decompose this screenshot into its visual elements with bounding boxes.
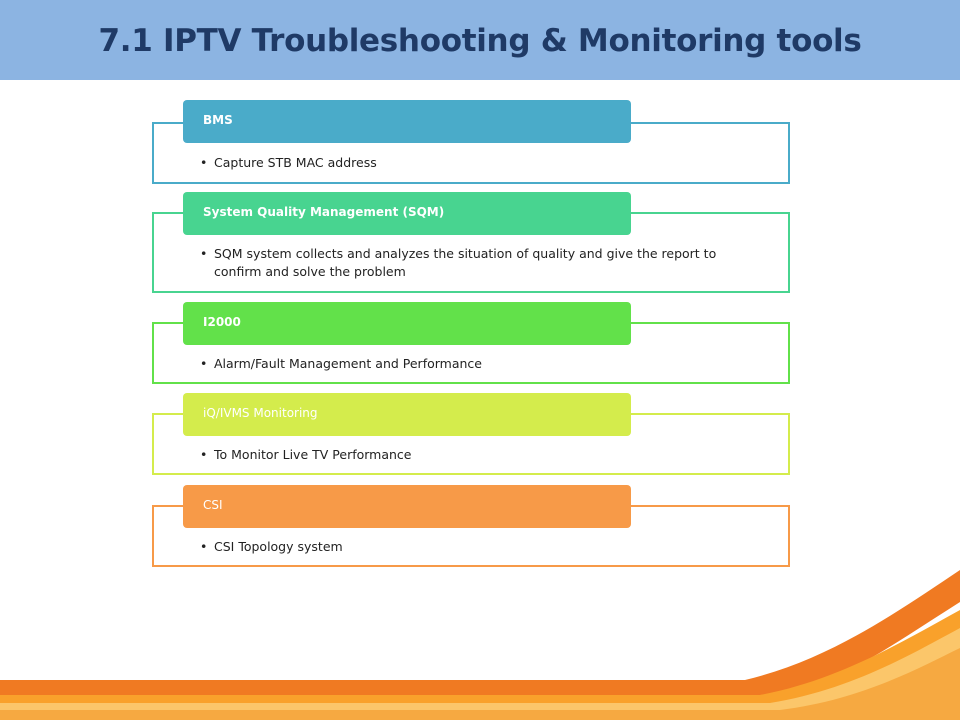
tool-bullet-csi: • CSI Topology system [200, 538, 740, 556]
tool-header-bms: BMS [183, 100, 631, 143]
tool-bullet-i2000: • Alarm/Fault Management and Performance [200, 355, 740, 373]
tool-header-i2000: I2000 [183, 302, 631, 345]
tool-header-ivms: iQ/IVMS Monitoring [183, 393, 631, 436]
tool-header-sqm: System Quality Management (SQM) [183, 192, 631, 235]
tool-bullet-sqm: • SQM system collects and analyzes the situation of quality and give the report to confirm and solve the problem [200, 245, 740, 281]
slide-title: 7.1 IPTV Troubleshooting & Monitoring tools [98, 23, 862, 59]
tool-header-csi: CSI [183, 485, 631, 528]
tool-bullet-bms: • Capture STB MAC address [200, 154, 740, 172]
tool-bullet-ivms: • To Monitor Live TV Performance [200, 446, 740, 464]
